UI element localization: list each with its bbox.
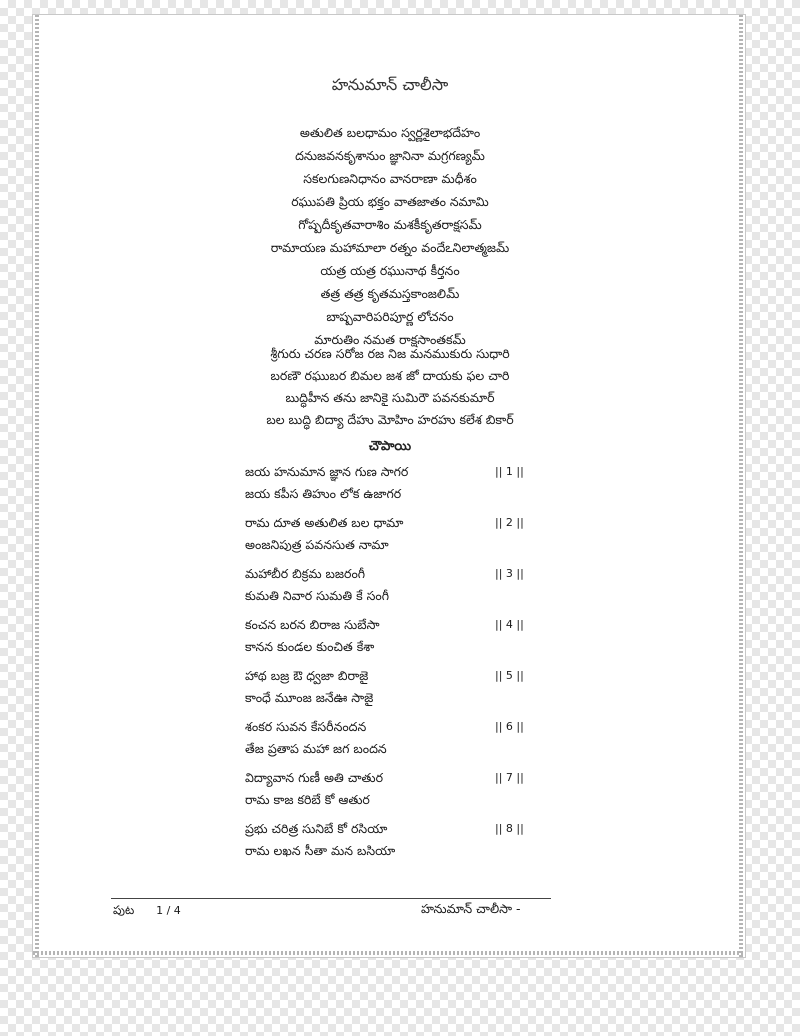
- verse-6: [245, 716, 545, 767]
- verse-number: || 8 ||: [495, 822, 524, 835]
- verse-line: కానన కుండల కుంచిత కేశా: [245, 638, 375, 654]
- shloka-line: గోష్పదీకృతవారాశిం మశకీకృతరాక్షసమ్: [298, 217, 482, 232]
- verse-line: శంకర సువన కేసరీనందన: [245, 719, 367, 734]
- verse-line: జయ హనుమాన జ్ఞాన గుణ సాగర: [245, 464, 409, 479]
- verse-line: కాంధే మూంజ జనేఊ సాజై: [245, 689, 374, 705]
- document-title: హనుమాన్ చాలీసా: [331, 75, 449, 94]
- doha-line: బరణౌ రఘుబర బిమల జశ జో దాయకు ఫల చారి: [270, 368, 510, 383]
- verse-number: || 3 ||: [495, 567, 524, 580]
- verse-1: [245, 461, 545, 512]
- section-heading-chaupai: చౌపాయి: [368, 439, 412, 454]
- verse-number: || 6 ||: [495, 720, 524, 733]
- footer-divider: [111, 898, 551, 899]
- verse-line: రామ కాజ కరిబే కో ఆతుర: [245, 791, 370, 807]
- verse-line: జయ కపీస తిహుం లోక ఉజాగర: [245, 485, 402, 501]
- shloka-line: యత్ర యత్ర రఘునాథ కీర్తనం: [320, 263, 460, 278]
- doha-block: [33, 343, 747, 431]
- verse-3: [245, 563, 545, 614]
- verse-5: [245, 665, 545, 716]
- footer-page-indicator: [113, 903, 181, 920]
- shloka-line: రఘుపతి ప్రియ భక్తం వాతజాతం నమామి: [291, 194, 489, 209]
- verse-number: || 5 ||: [495, 669, 524, 682]
- verse-line: అంజనిపుత్ర పవనసుత నామా: [245, 536, 389, 552]
- verse-line: విద్యావాన గుణీ అతి చాతుర: [245, 770, 383, 785]
- footer-page-label: పుట: [113, 903, 135, 917]
- footer-page-number: 1 / 4: [156, 904, 181, 917]
- verse-7: [245, 767, 545, 818]
- opening-shloka: [33, 121, 747, 351]
- footer-running-title: హనుమాన్ చాలీసా -: [421, 901, 521, 916]
- verse-line: కంచన బరన బిరాజ సుబేసా: [245, 617, 380, 632]
- verse-line: రామ దూత అతులిత బల ధామా: [245, 515, 404, 530]
- shloka-line: రామాయణ మహామాలా రత్నం వందేఽనిలాత్మజమ్: [270, 240, 510, 255]
- shloka-line: దనుజవనకృశానుం జ్ఞానినా మగ్రగణ్యమ్: [295, 148, 485, 163]
- document-page: [32, 14, 746, 958]
- shloka-line: బాష్పవారిపరిపూర్ణ లోచనం: [326, 309, 454, 324]
- verse-number: || 7 ||: [495, 771, 524, 784]
- verse-number: || 1 ||: [495, 465, 524, 478]
- verse-2: [245, 512, 545, 563]
- verse-8: [245, 818, 545, 869]
- verse-line: రామ లఖన సీతా మన బసియా: [245, 842, 396, 858]
- verse-line: తేజ ప్రతాప మహా జగ బందన: [245, 740, 387, 756]
- page-edge-bottom: [33, 951, 745, 955]
- chaupai-verses: [245, 461, 545, 869]
- verse-number: || 4 ||: [495, 618, 524, 631]
- verse-number: || 2 ||: [495, 516, 524, 529]
- verse-line: మహాబీర బిక్రమ బజరంగీ: [245, 566, 366, 581]
- verse-4: [245, 614, 545, 665]
- doha-line: శ్రీగురు చరణ సరోజ రజ నిజ మనముకురు సుధారి: [270, 346, 510, 361]
- shloka-line: అతులిత బలధామం స్వర్ణశైలాభదేహం: [299, 125, 481, 140]
- shloka-line: సకలగుణనిధానం వానరాణా మధీశం: [303, 171, 477, 186]
- shloka-line: తత్ర తత్ర కృతమస్తకాంజలిమ్: [320, 286, 460, 301]
- verse-line: కుమతి నివార సుమతి కే సంగీ: [245, 587, 390, 603]
- doha-line: బుద్ధిహీన తను జానికై సుమిరౌ పవనకుమార్: [285, 390, 495, 405]
- verse-line: హాథ బజ్ర ఔ ధ్వజా బిరాజై: [245, 668, 369, 683]
- shloka-line: మారుతిం నమత రాక్షసాంతకమ్: [314, 332, 466, 347]
- verse-line: ప్రభు చరిత్ర సునిబే కో రసియా: [245, 821, 388, 836]
- doha-line: బల బుద్ధి బిద్యా దేహు మోహిం హరహు కలేశ బికార్: [266, 412, 514, 427]
